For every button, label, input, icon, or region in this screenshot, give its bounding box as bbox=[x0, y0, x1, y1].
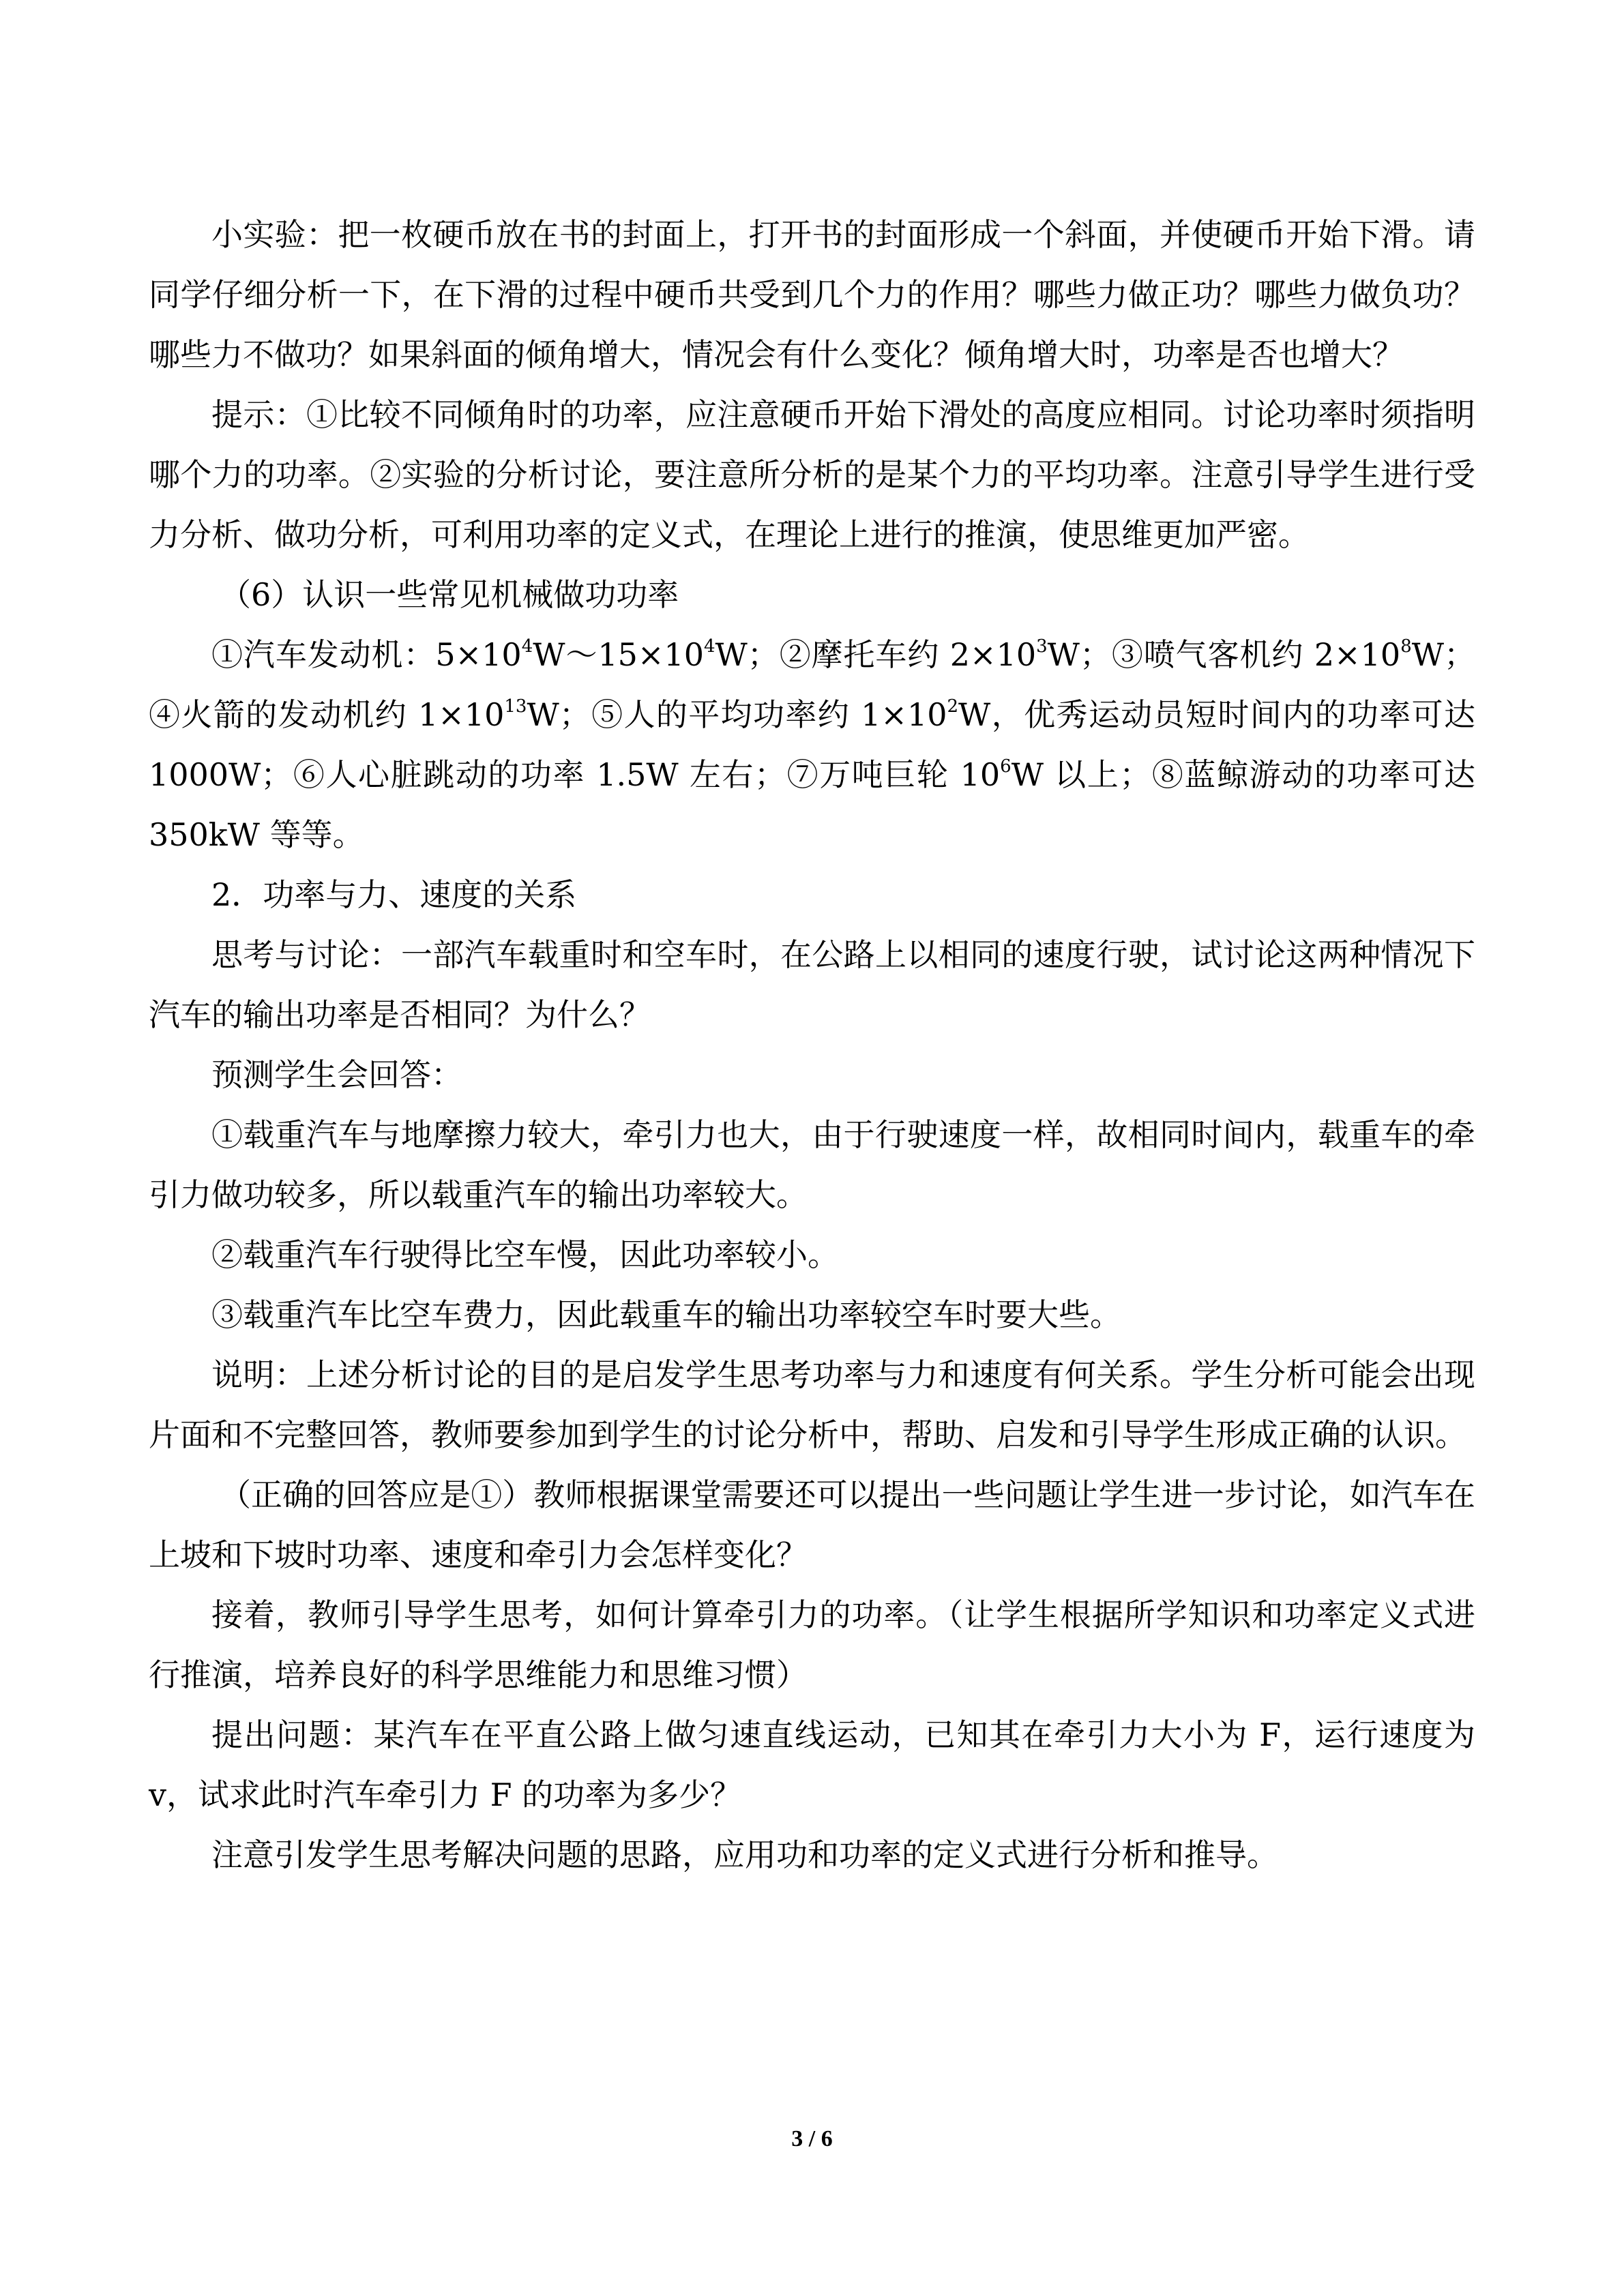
paragraph-coin-experiment: 小实验：把一枚硬币放在书的封面上，打开书的封面形成一个斜面，并使硬币开始下滑。请同学仔细分析一下，在下滑的过程中硬币共受到几个力的作用？哪些力做正功？哪些力做负功？哪些力不做功？如果斜面的倾角增大，情况会有什么变化？倾角增大时，功率是否也增大？ bbox=[149, 216, 1475, 373]
paragraph-power-list: ①汽车发动机：$5\times 10^4W\sim 15\times 10^4W$；②摩托车约 $2\times 10^3W$；③喷气客机约 $2\times 10^8W$；④火箭的发动机约 $1\times 10^{13}W$；⑤人的平均功率约 $1\times 10^2W$，优秀运动员短时间内的功率可达 1000W；⑥人心脏跳动的功率 1.5W 左右；⑦万吨巨轮 $10^6W$ 以上；⑧蓝鲸游动的功率可达 350kW 等等。 bbox=[149, 636, 1476, 853]
paragraph-answer-1: ①载重汽车与地摩擦力较大，牵引力也大，由于行驶速度一样，故相同时间内，载重车的牵引力做功较多，所以载重汽车的输出功率较大。 bbox=[149, 1116, 1475, 1213]
paragraph-correct-answer: （正确的回答应是①）教师根据课堂需要还可以提出一些问题让学生进一步讨论，如汽车在上坡和下坡时功率、速度和牵引力会怎样变化？ bbox=[149, 1476, 1475, 1573]
paragraph-next-step: 接着，教师引导学生思考，如何计算牵引力的功率。（让学生根据所学知识和功率定义式进行推演，培养良好的科学思维能力和思维习惯） bbox=[149, 1596, 1475, 1693]
exponent: 2 bbox=[947, 696, 959, 717]
paragraph-question: 提出问题：某汽车在平直公路上做匀速直线运动，已知其在牵引力大小为 F，运行速度为 v，试求此时汽车牵引力 F 的功率为多少？ bbox=[149, 1716, 1475, 1813]
paragraph-note: 注意引发学生思考解决问题的思路，应用功和功率的定义式进行分析和推导。 bbox=[211, 1836, 1278, 1873]
paragraph-heading-common-machines: （6）认识一些常见机械做功功率 bbox=[220, 576, 679, 613]
paragraph-explanation: 说明：上述分析讨论的目的是启发学生思考功率与力和速度有何关系。学生分析可能会出现片面和不完整回答，教师要参加到学生的讨论分析中，帮助、启发和引导学生形成正确的认识。 bbox=[149, 1356, 1475, 1453]
exponent: 4 bbox=[521, 636, 533, 657]
paragraph-answer-2: ②载重汽车行驶得比空车慢，因此功率较小。 bbox=[211, 1236, 839, 1273]
exponent: 13 bbox=[504, 696, 527, 717]
exponent: 3 bbox=[1036, 636, 1048, 657]
section-heading-power-force-speed: 2．功率与力、速度的关系 bbox=[211, 876, 577, 913]
paragraph-think-discuss: 思考与讨论：一部汽车载重时和空车时，在公路上以相同的速度行驶，试讨论这两种情况下汽车的输出功率是否相同？为什么？ bbox=[149, 936, 1475, 1033]
page-number: 3 / 6 bbox=[791, 2126, 833, 2151]
exponent: 4 bbox=[703, 636, 715, 657]
page-content bbox=[149, 205, 1475, 1885]
exponent: 6 bbox=[1000, 756, 1012, 777]
paragraph-answer-3: ③载重汽车比空车费力，因此载重车的输出功率较空车时要大些。 bbox=[211, 1296, 1121, 1333]
paragraph-hint: 提示：①比较不同倾角时的功率，应注意硬币开始下滑处的高度应相同。讨论功率时须指明哪个力的功率。②实验的分析讨论，要注意所分析的是某个力的平均功率。注意引导学生进行受力分析、做功分析，可利用功率的定义式，在理论上进行的推演，使思维更加严密。 bbox=[149, 396, 1475, 553]
paragraph-predicted-answers: 预测学生会回答： bbox=[211, 1056, 462, 1093]
exponent: 8 bbox=[1400, 636, 1412, 657]
